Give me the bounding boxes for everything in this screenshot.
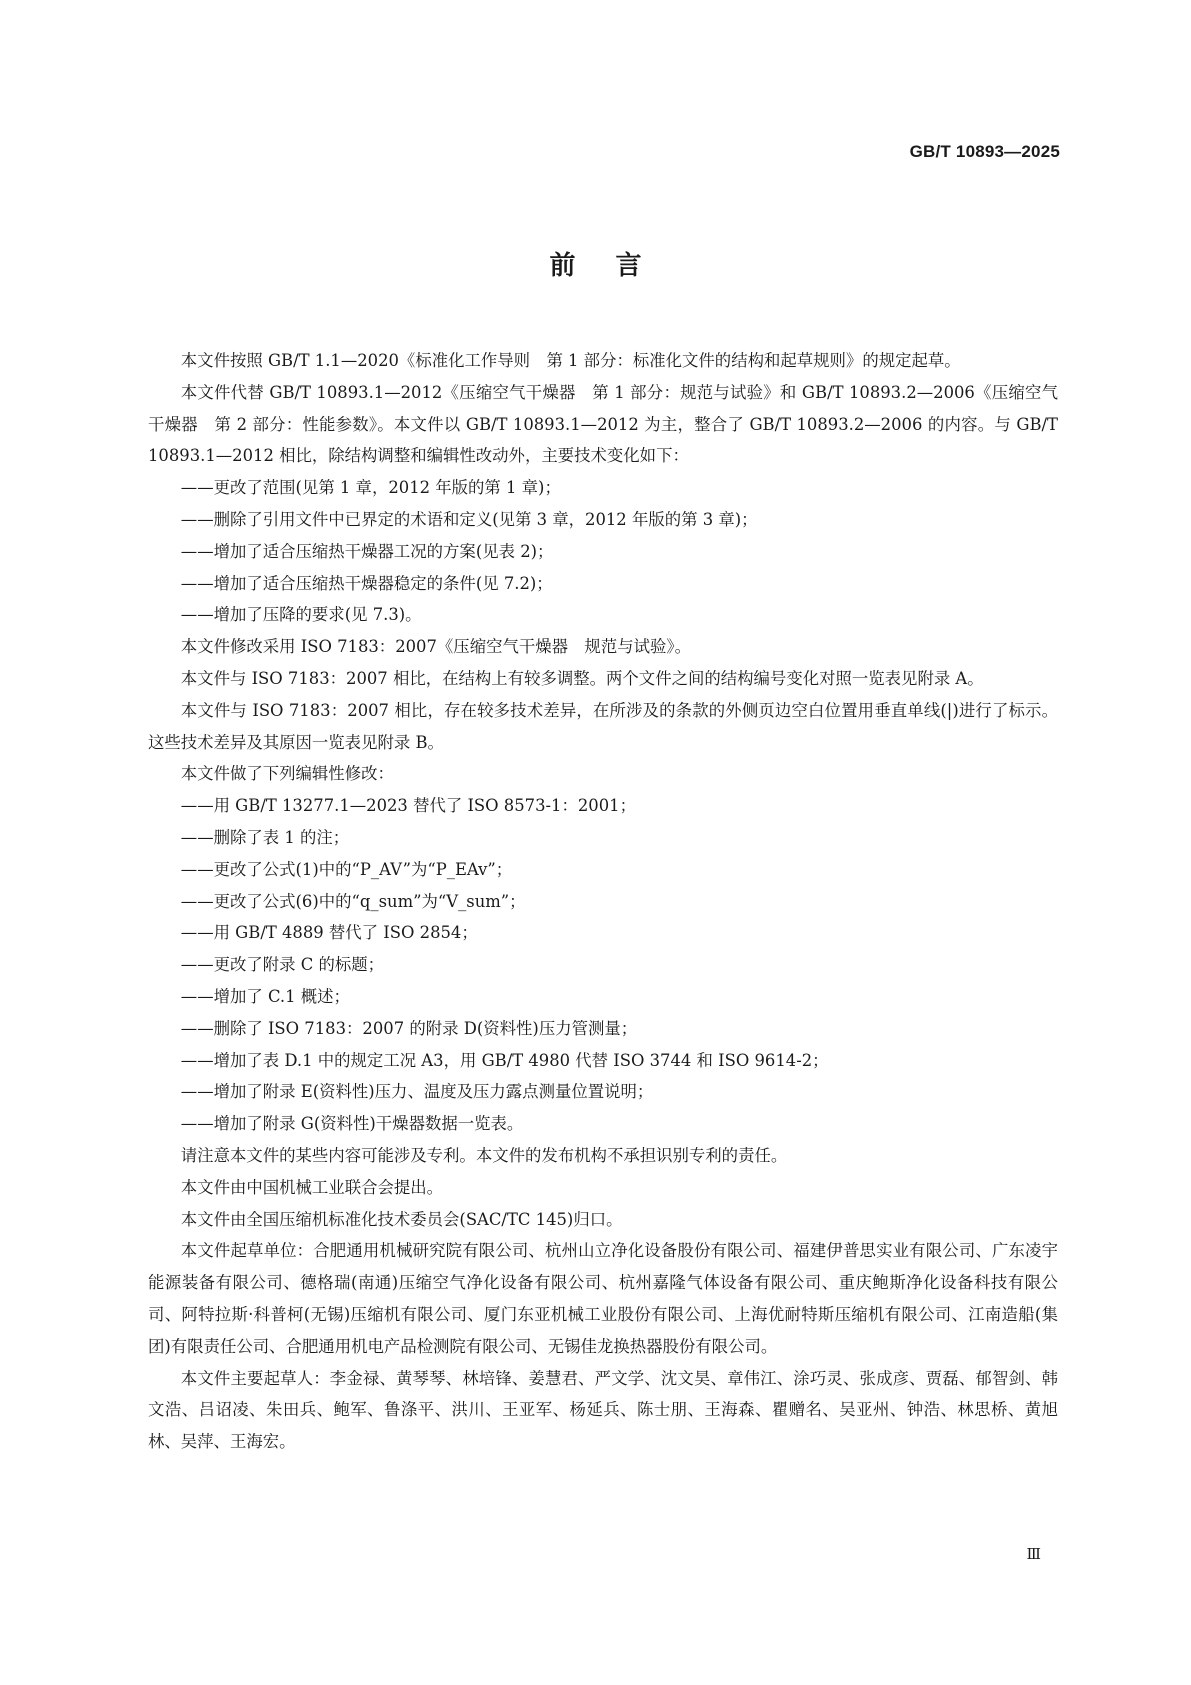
body-paragraph: 本文件与 ISO 7183：2007 相比，在结构上有较多调整。两个文件之间的结构编号变化对照一览表见附录 A。: [180, 668, 984, 688]
change-list-item: ——删除了 ISO 7183：2007 的附录 D(资料性)压力管测量；: [180, 1018, 638, 1038]
body-paragraph: 本文件做了下列编辑性修改：: [180, 764, 394, 784]
body-paragraph: 本文件起草单位：合肥通用机械研究院有限公司、杭州山立净化设备股份有限公司、福建伊普思实业有限公司、广东凌宇能源装备有限公司、德格瑞(南通)压缩空气净化设备有限公司、杭州嘉隆气体设备有限公司、重庆鲍斯净化设备科技有限公司、阿特拉斯·科普柯(无锡)压缩机有限公司、厦门东亚机械工业股份有限公司、上海优耐特斯压缩机有限公司、江南造船(集团)有限责任公司、合肥通用机电产品检测院有限公司、无锡佳龙换热器股份有限公司。: [148, 1241, 1059, 1356]
change-list-item: ——更改了公式(1)中的“P_AV”为“P_EAv”；: [180, 859, 513, 879]
change-list-item: ——增加了表 D.1 中的规定工况 A3，用 GB/T 4980 代替 ISO 3744 和 ISO 9614-2；: [180, 1050, 829, 1070]
change-list-item: ——删除了引用文件中已界定的术语和定义(见第 3 章，2012 年版的第 3 章)；: [180, 509, 758, 529]
change-list-item: ——更改了附录 C 的标题；: [180, 955, 385, 975]
change-list-item: ——增加了适合压缩热干燥器稳定的条件(见 7.2)；: [180, 573, 553, 593]
change-list-item: ——增加了附录 G(资料性)干燥器数据一览表。: [180, 1114, 524, 1134]
document-body: [148, 345, 1058, 1458]
change-list-item: ——删除了表 1 的注；: [180, 827, 350, 847]
body-paragraph: 请注意本文件的某些内容可能涉及专利。本文件的发布机构不承担识别专利的责任。: [180, 1145, 788, 1165]
change-list-item: ——增加了适合压缩热干燥器工况的方案(见表 2)；: [180, 541, 554, 561]
body-paragraph: 本文件由中国机械工业联合会提出。: [180, 1177, 444, 1197]
body-paragraph: 本文件按照 GB/T 1.1—2020《标准化工作导则 第 1 部分：标准化文件的结构和起草规则》的规定起草。: [180, 351, 961, 370]
body-paragraph: 本文件主要起草人：李金禄、黄琴琴、林培锋、姜慧君、严文学、沈文昊、章伟江、涂巧灵、张成彦、贾磊、郁智剑、韩文浩、吕诏凌、朱田兵、鲍军、鲁涤平、洪川、王亚军、杨延兵、陈士朋、王海森、瞿赠名、吴亚州、钟浩、林思桥、黄旭林、吴萍、王海宏。: [148, 1368, 1058, 1452]
page-title: 前言: [549, 251, 682, 281]
body-paragraph: 本文件代替 GB/T 10893.1—2012《压缩空气干燥器 第 1 部分：规范与试验》和 GB/T 10893.2—2006《压缩空气干燥器 第 2 部分：性能参数》。本文件以 GB/T 10893.1—2012 为主，整合了 GB/T 10893.2—2006 的内容。与 GB/T 10893.1—2012 相比，除结构调整和编辑性改动外，主要技术变化如下：: [148, 382, 1058, 466]
body-paragraph: 本文件与 ISO 7183：2007 相比，存在较多技术差异，在所涉及的条款的外侧页边空白位置用垂直单线(|)进行了标示。这些技术差异及其原因一览表见附录 B。: [148, 700, 1058, 752]
change-list-item: ——增加了压降的要求(见 7.3)。: [180, 605, 422, 625]
change-list-item: ——更改了范围(见第 1 章，2012 年版的第 1 章)；: [180, 478, 561, 498]
change-list-item: ——用 GB/T 4889 替代了 ISO 2854；: [180, 923, 478, 943]
body-paragraph: 本文件由全国压缩机标准化技术委员会(SAC/TC 145)归口。: [180, 1209, 623, 1229]
page-number: Ⅲ: [1026, 1545, 1041, 1563]
change-list-item: ——增加了附录 E(资料性)压力、温度及压力露点测量位置说明；: [180, 1082, 654, 1102]
body-paragraph: 本文件修改采用 ISO 7183：2007《压缩空气干燥器 规范与试验》。: [180, 637, 691, 657]
change-list-item: ——用 GB/T 13277.1—2023 替代了 ISO 8573-1：2001；: [180, 796, 636, 816]
standard-number: GB/T 10893—2025: [909, 142, 1060, 161]
change-list-item: ——增加了 C.1 概述；: [180, 986, 350, 1006]
change-list-item: ——更改了公式(6)中的“q_sum”为“V_sum”；: [180, 891, 526, 911]
